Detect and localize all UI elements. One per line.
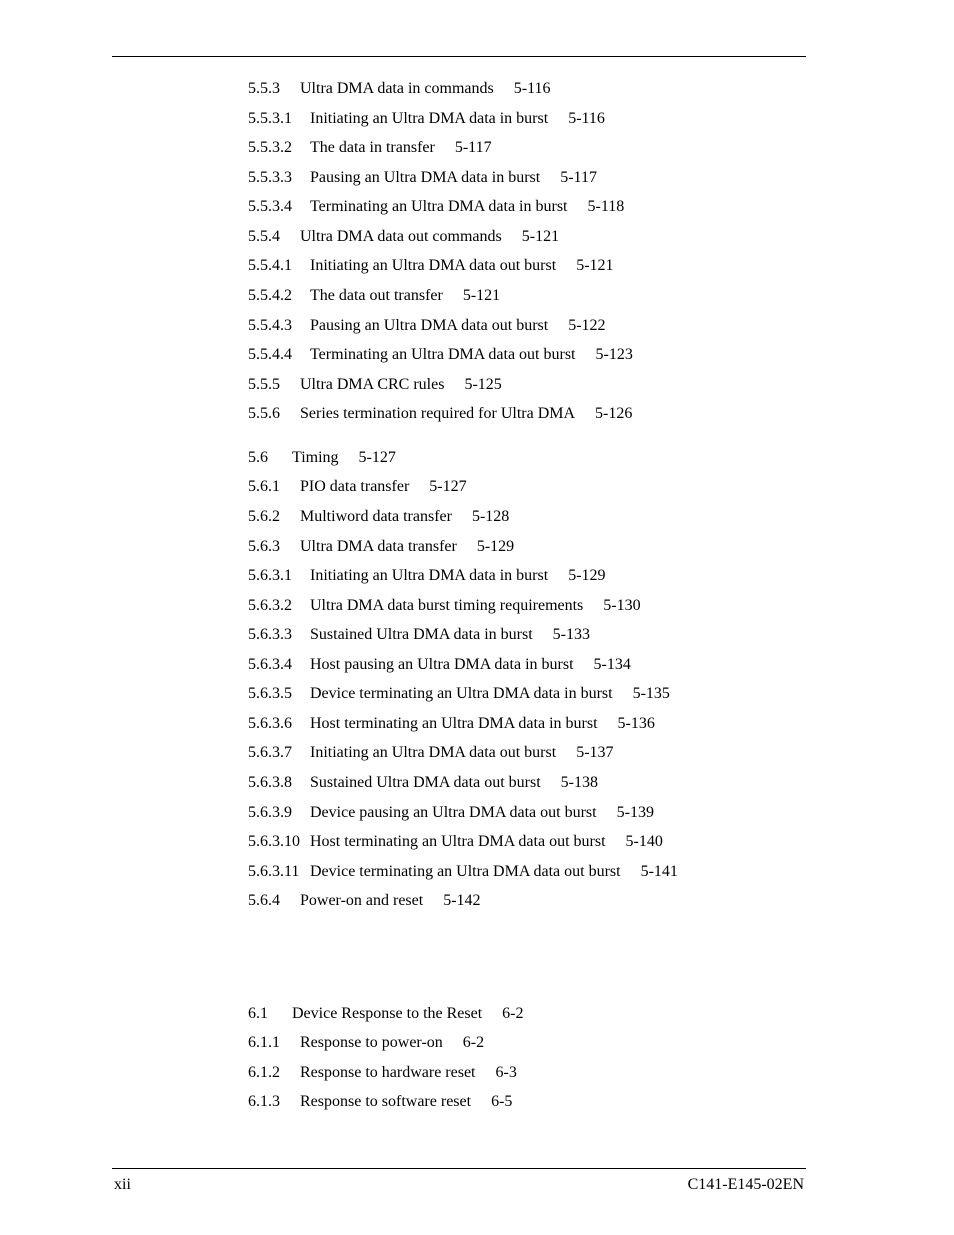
toc-page: 5-139 — [616, 804, 654, 821]
toc-entry[interactable] — [248, 1004, 524, 1024]
toc-title: Sustained Ultra DMA data in burst — [310, 626, 533, 643]
toc-page: 5-116 — [568, 110, 605, 127]
footer-rule — [112, 1168, 806, 1169]
toc-number: 5.6.3.1 — [248, 567, 292, 584]
toc-title: Initiating an Ultra DMA data out burst — [310, 744, 557, 761]
toc-page: 5-118 — [587, 198, 625, 215]
toc-entry[interactable] — [248, 79, 550, 99]
toc-number: 5.5.3.3 — [248, 169, 292, 186]
toc-page: 5-121 — [521, 228, 560, 245]
toc-entry[interactable] — [248, 168, 597, 188]
toc-entry[interactable] — [248, 316, 606, 336]
toc-page: 5-141 — [640, 863, 678, 880]
toc-entry[interactable] — [248, 655, 631, 675]
toc-page: 5-122 — [568, 317, 606, 334]
toc-page: 5-117 — [560, 169, 597, 186]
toc-page: 5-117 — [454, 139, 492, 156]
toc-title: Device pausing an Ultra DMA data out burst — [310, 804, 597, 821]
toc-page: 5-125 — [464, 376, 502, 393]
toc-number: 5.5.4.2 — [248, 287, 292, 304]
toc-page: 5-138 — [560, 774, 598, 791]
toc-entry[interactable] — [248, 477, 467, 497]
toc-number: 5.6.3 — [248, 538, 280, 555]
toc-entry[interactable] — [248, 714, 655, 734]
toc-page: 5-116 — [513, 80, 551, 97]
toc-number: 5.5.4.3 — [248, 317, 292, 334]
toc-entry[interactable] — [248, 286, 500, 306]
toc-page: 5-137 — [576, 744, 614, 761]
toc-title: Initiating an Ultra DMA data in burst — [310, 110, 549, 127]
toc-entry[interactable] — [248, 1092, 512, 1112]
toc-entry[interactable] — [248, 1033, 484, 1053]
toc-title: Pausing an Ultra DMA data out burst — [310, 317, 549, 334]
toc-title: Initiating an Ultra DMA data out burst — [310, 257, 557, 274]
toc-number: 5.6.3.9 — [248, 804, 292, 821]
toc-page: 5-128 — [471, 508, 510, 525]
toc-entry[interactable] — [248, 448, 396, 468]
toc-number: 5.5.3.1 — [248, 110, 292, 127]
toc-number: 5.6.2 — [248, 508, 280, 525]
toc-entry[interactable] — [248, 625, 590, 645]
toc-title: Device terminating an Ultra DMA data out burst — [310, 863, 621, 880]
toc-entry[interactable] — [248, 743, 614, 763]
toc-title: Device Response to the Reset — [292, 1005, 483, 1022]
toc-title: Pausing an Ultra DMA data in burst — [310, 169, 541, 186]
toc-number: 5.6.3.10 — [248, 833, 300, 850]
toc-number: 5.6.3.3 — [248, 626, 292, 643]
toc-title: Host terminating an Ultra DMA data out burst — [310, 833, 606, 850]
toc-page: 6-2 — [462, 1034, 485, 1051]
toc-title: Power-on and reset — [300, 892, 424, 909]
toc-entry[interactable] — [248, 197, 624, 217]
toc-entry[interactable] — [248, 138, 492, 158]
toc-title: Terminating an Ultra DMA data out burst — [310, 346, 576, 363]
toc-title: Response to software reset — [300, 1093, 472, 1110]
toc-title: Response to hardware reset — [300, 1064, 476, 1081]
toc-page: 5-126 — [595, 405, 633, 422]
toc-number: 5.5.4.1 — [248, 257, 292, 274]
toc-page: 6-3 — [495, 1064, 517, 1081]
toc-title: Multiword data transfer — [300, 508, 452, 525]
toc-page: 5-127 — [429, 478, 467, 495]
toc-title: Sustained Ultra DMA data out burst — [310, 774, 541, 791]
toc-number: 5.6.3.11 — [248, 863, 300, 880]
toc-title: Device terminating an Ultra DMA data in burst — [310, 685, 613, 702]
toc-entry[interactable] — [248, 862, 678, 882]
toc-title: Response to power-on — [300, 1034, 443, 1051]
toc-entry[interactable] — [248, 256, 614, 276]
toc-page: 5-129 — [568, 567, 606, 584]
toc-entry[interactable] — [248, 537, 514, 557]
toc-entry[interactable] — [248, 596, 641, 616]
toc-page: 5-121 — [576, 257, 614, 274]
toc-number: 5.5.4.4 — [248, 346, 292, 363]
toc-entry[interactable] — [248, 375, 502, 395]
toc-title: Series termination required for Ultra DMA — [300, 405, 576, 422]
toc-entry[interactable] — [248, 345, 633, 365]
toc-title: Initiating an Ultra DMA data in burst — [310, 567, 549, 584]
toc-number: 5.6.3.6 — [248, 715, 292, 732]
toc-page: 5-133 — [552, 626, 590, 643]
toc-page: 5-136 — [617, 715, 655, 732]
toc-page: 5-142 — [443, 892, 481, 909]
footer-document-code: C141-E145-02EN — [687, 1176, 804, 1193]
toc-entry[interactable] — [248, 566, 606, 586]
toc-number: 5.6.3.5 — [248, 685, 292, 702]
toc-title: Ultra DMA data in commands — [300, 80, 494, 97]
toc-number: 6.1 — [248, 1005, 268, 1022]
footer-page-number: xii — [114, 1176, 131, 1193]
toc-page: 6-2 — [502, 1005, 524, 1022]
toc-number: 5.6 — [248, 449, 268, 466]
toc-page: 6-5 — [491, 1093, 513, 1110]
toc-page: 5-134 — [593, 656, 631, 673]
toc-number: 6.1.3 — [248, 1093, 280, 1110]
toc-title: PIO data transfer — [300, 478, 410, 495]
toc-title: The data in transfer — [310, 139, 435, 156]
toc-number: 6.1.1 — [248, 1034, 280, 1051]
toc-title: Host pausing an Ultra DMA data in burst — [310, 656, 574, 673]
toc-title: Ultra DMA data transfer — [300, 538, 457, 555]
toc-entry[interactable] — [248, 507, 509, 527]
toc-title: Ultra DMA data out commands — [300, 228, 502, 245]
toc-title: Terminating an Ultra DMA data in burst — [310, 198, 568, 215]
toc-entry[interactable] — [248, 404, 632, 424]
toc-number: 5.6.4 — [248, 892, 280, 909]
toc-entry[interactable] — [248, 684, 670, 704]
toc-page: 5-140 — [625, 833, 663, 850]
toc-page: 5-127 — [358, 449, 396, 466]
toc-number: 5.5.5 — [248, 376, 280, 393]
toc-number: 5.5.3.2 — [248, 139, 292, 156]
toc-title: Ultra DMA data burst timing requirements — [310, 597, 584, 614]
toc-page: 5-123 — [595, 346, 633, 363]
toc-entry[interactable] — [248, 227, 559, 247]
toc-entry[interactable] — [248, 773, 598, 793]
toc-page: 5-121 — [462, 287, 501, 304]
toc-number: 5.6.3.7 — [248, 744, 292, 761]
toc-number: 5.5.6 — [248, 405, 280, 422]
toc-entry[interactable] — [248, 803, 654, 823]
toc-entry[interactable] — [248, 891, 481, 911]
toc-number: 5.6.3.2 — [248, 597, 292, 614]
toc-page: 5-130 — [603, 597, 641, 614]
toc-entry[interactable] — [248, 832, 663, 852]
toc-number: 5.5.3 — [248, 80, 280, 97]
toc-number: 5.6.3.4 — [248, 656, 292, 673]
toc-title: The data out transfer — [310, 287, 443, 304]
toc-page: 5-129 — [476, 538, 515, 555]
toc-number: 5.5.3.4 — [248, 198, 292, 215]
toc-number: 5.5.4 — [248, 228, 280, 245]
toc-entry[interactable] — [248, 1063, 517, 1083]
toc-title: Ultra DMA CRC rules — [300, 376, 445, 393]
toc-title: Timing — [292, 449, 339, 466]
toc-entry[interactable] — [248, 109, 605, 129]
toc-number: 5.6.3.8 — [248, 774, 292, 791]
toc-number: 6.1.2 — [248, 1064, 280, 1081]
toc-number: 5.6.1 — [248, 478, 280, 495]
toc-page: 5-135 — [632, 685, 670, 702]
toc-title: Host terminating an Ultra DMA data in burst — [310, 715, 598, 732]
